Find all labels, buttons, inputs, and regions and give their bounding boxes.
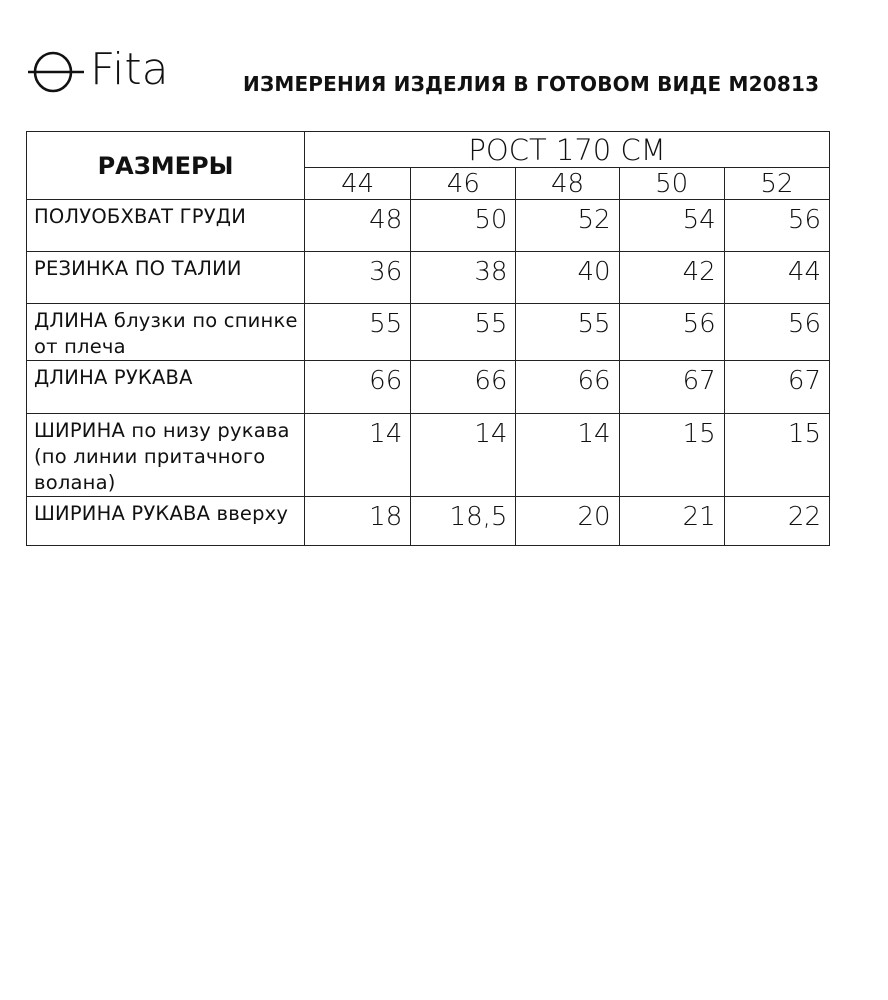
header-row — [27, 132, 830, 168]
value-cell: 66 — [516, 361, 619, 414]
value-cell: 66 — [305, 361, 411, 414]
table-row — [27, 200, 830, 252]
brand-name: Fita — [90, 44, 169, 95]
value-cell: 22 — [724, 497, 829, 546]
brand-logo — [26, 42, 169, 98]
value-cell: 40 — [516, 252, 619, 304]
table-row — [27, 497, 830, 546]
value-cell: 44 — [724, 252, 829, 304]
table-row — [27, 361, 830, 414]
value-cell: 14 — [305, 414, 411, 497]
document-title: ИЗМЕРЕНИЯ ИЗДЕЛИЯ В ГОТОВОМ ВИДЕ М20813 — [243, 72, 820, 96]
table-row — [27, 304, 830, 361]
value-cell: 67 — [619, 361, 724, 414]
size-header-cell: 52 — [724, 168, 829, 200]
value-cell: 18 — [305, 497, 411, 546]
value-cell: 66 — [411, 361, 516, 414]
size-header-cell: 44 — [305, 168, 411, 200]
value-cell: 56 — [619, 304, 724, 361]
row-label: РЕЗИНКА ПО ТАЛИИ — [27, 252, 305, 304]
value-cell: 15 — [619, 414, 724, 497]
value-cell: 20 — [516, 497, 619, 546]
value-cell: 14 — [411, 414, 516, 497]
value-cell: 14 — [516, 414, 619, 497]
value-cell: 56 — [724, 200, 829, 252]
value-cell: 55 — [411, 304, 516, 361]
value-cell: 54 — [619, 200, 724, 252]
height-header: РОСТ 170 СМ — [305, 132, 830, 168]
value-cell: 55 — [305, 304, 411, 361]
value-cell: 50 — [411, 200, 516, 252]
row-label: ШИРИНА РУКАВА вверху — [27, 497, 305, 546]
value-cell: 38 — [411, 252, 516, 304]
row-label: ШИРИНА по низу рукава (по линии притачного волана) — [27, 414, 305, 497]
table-row — [27, 252, 830, 304]
value-cell: 42 — [619, 252, 724, 304]
table-row — [27, 414, 830, 497]
value-cell: 48 — [305, 200, 411, 252]
row-label: ДЛИНА РУКАВА — [27, 361, 305, 414]
value-cell: 56 — [724, 304, 829, 361]
row-label: ДЛИНА блузки по спинке от плеча — [27, 304, 305, 361]
value-cell: 67 — [724, 361, 829, 414]
fita-logo-icon — [26, 42, 86, 98]
value-cell: 18,5 — [411, 497, 516, 546]
sizes-header: РАЗМЕРЫ — [27, 132, 305, 200]
size-header-cell: 48 — [516, 168, 619, 200]
value-cell: 52 — [516, 200, 619, 252]
value-cell: 15 — [724, 414, 829, 497]
value-cell: 21 — [619, 497, 724, 546]
value-cell: 55 — [516, 304, 619, 361]
size-header-cell: 50 — [619, 168, 724, 200]
row-label: ПОЛУОБХВАТ ГРУДИ — [27, 200, 305, 252]
value-cell: 36 — [305, 252, 411, 304]
measurements-table — [26, 131, 830, 546]
size-header-cell: 46 — [411, 168, 516, 200]
